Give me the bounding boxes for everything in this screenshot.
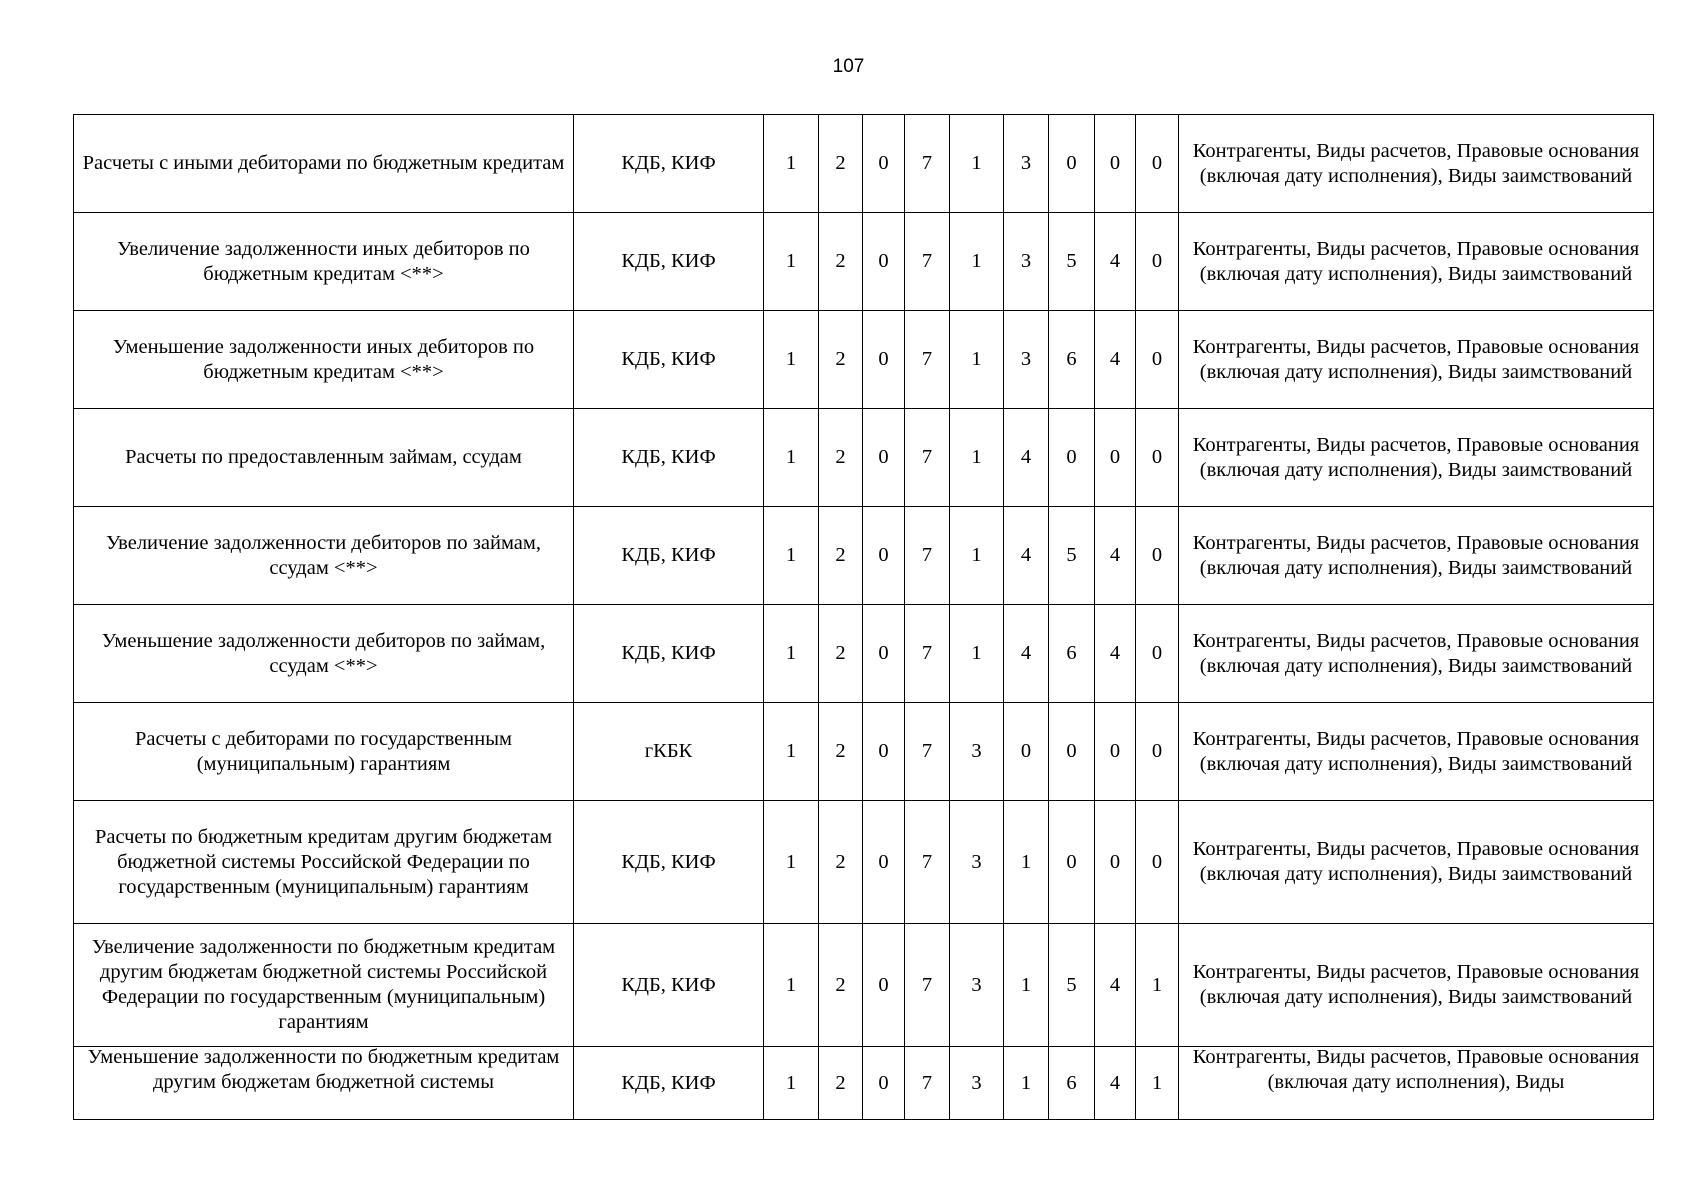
account-name-cell [74,1047,574,1120]
account-code-digit: 1 [1004,801,1049,924]
account-code-digit: 0 [863,311,905,409]
account-code-digit: 3 [950,924,1004,1047]
account-code-digit: 0 [863,703,905,801]
codes-cell: КДБ, КИФ [574,801,764,924]
account-code-digit: 1 [1136,924,1179,1047]
account-code-digit: 0 [1136,311,1179,409]
codes-cell: КДБ, КИФ [574,115,764,213]
account-code-digit: 5 [1049,507,1095,605]
analytics-cell [1179,1047,1654,1120]
account-code-digit: 4 [1095,213,1136,311]
account-name-cell: Расчеты с дебиторами по государственным (муниципальным) гарантиям [74,703,574,801]
table-row [74,801,1654,924]
account-code-digit: 0 [863,924,905,1047]
analytics-cell: Контрагенты, Виды расчетов, Правовые основания (включая дату исполнения), Виды заимствований [1179,924,1654,1047]
account-name-cell: Увеличение задолженности дебиторов по займам, ссудам <**> [74,507,574,605]
codes-cell: КДБ, КИФ [574,605,764,703]
account-name-text: Уменьшение задолженности по бюджетным кредитам другим бюджетам бюджетной системы [87,1046,560,1093]
codes-cell: КДБ, КИФ [574,507,764,605]
account-code-digit: 0 [1136,801,1179,924]
account-code-digit: 7 [905,213,950,311]
account-code-digit: 2 [819,115,863,213]
account-code-digit: 1 [1004,1047,1049,1120]
account-code-digit: 0 [1049,409,1095,507]
analytics-cell: Контрагенты, Виды расчетов, Правовые основания (включая дату исполнения), Виды заимствований [1179,605,1654,703]
account-code-digit: 7 [905,507,950,605]
account-code-digit: 0 [863,1047,905,1120]
account-code-digit: 1 [764,507,819,605]
account-code-digit: 1 [950,507,1004,605]
account-code-digit: 6 [1049,1047,1095,1120]
account-code-digit: 7 [905,703,950,801]
account-code-digit: 7 [905,115,950,213]
codes-cell: КДБ, КИФ [574,311,764,409]
page-number: 107 [832,56,865,77]
account-code-digit: 1 [950,115,1004,213]
codes-cell: КДБ, КИФ [574,213,764,311]
account-name-cell: Расчеты по бюджетным кредитам другим бюджетам бюджетной системы Российской Федерации по государственным (муниципальным) гарантиям [74,801,574,924]
table-row [74,115,1654,213]
codes-cell: КДБ, КИФ [574,924,764,1047]
account-code-digit: 1 [1136,1047,1179,1120]
analytics-text: Контрагенты, Виды расчетов, Правовые основания (включая дату исполнения), Виды [1192,1046,1640,1093]
account-code-digit: 7 [905,924,950,1047]
table-row [74,311,1654,409]
account-code-digit: 4 [1095,311,1136,409]
account-code-digit: 0 [1136,409,1179,507]
analytics-cell: Контрагенты, Виды расчетов, Правовые основания (включая дату исполнения), Виды заимствований [1179,801,1654,924]
account-code-digit: 0 [1136,507,1179,605]
account-code-digit: 0 [1049,703,1095,801]
account-code-digit: 7 [905,1047,950,1120]
table-row [74,1047,1654,1120]
account-code-digit: 1 [764,801,819,924]
account-code-digit: 1 [950,311,1004,409]
account-name-cell: Уменьшение задолженности иных дебиторов по бюджетным кредитам <**> [74,311,574,409]
account-code-digit: 1 [950,605,1004,703]
analytics-cell: Контрагенты, Виды расчетов, Правовые основания (включая дату исполнения), Виды заимствований [1179,507,1654,605]
account-code-digit: 6 [1049,605,1095,703]
account-code-digit: 0 [1136,605,1179,703]
account-code-digit: 3 [1004,115,1049,213]
account-code-digit: 4 [1095,924,1136,1047]
analytics-cell: Контрагенты, Виды расчетов, Правовые основания (включая дату исполнения), Виды заимствований [1179,703,1654,801]
account-code-digit: 1 [764,213,819,311]
account-code-digit: 2 [819,801,863,924]
table-row [74,213,1654,311]
account-code-digit: 1 [764,924,819,1047]
account-code-digit: 0 [1136,703,1179,801]
account-code-digit: 4 [1095,605,1136,703]
account-code-digit: 0 [1136,213,1179,311]
table-row [74,409,1654,507]
account-code-digit: 4 [1095,1047,1136,1120]
account-code-digit: 5 [1049,924,1095,1047]
account-code-digit: 5 [1049,213,1095,311]
account-code-digit: 3 [950,1047,1004,1120]
account-code-digit: 1 [764,703,819,801]
account-code-digit: 2 [819,605,863,703]
account-code-digit: 2 [819,409,863,507]
account-code-digit: 4 [1004,507,1049,605]
account-code-digit: 7 [905,409,950,507]
account-code-digit: 0 [863,213,905,311]
table-row [74,507,1654,605]
account-code-digit: 0 [863,409,905,507]
account-name-cell: Увеличение задолженности по бюджетным кредитам другим бюджетам бюджетной системы Российской Федерации по государственным (муниципальным) гарантиям [74,924,574,1047]
table-body [74,115,1654,1120]
account-code-digit: 7 [905,311,950,409]
account-code-digit: 2 [819,213,863,311]
account-code-digit: 0 [863,507,905,605]
account-code-digit: 3 [950,801,1004,924]
account-code-digit: 0 [1095,115,1136,213]
account-code-digit: 3 [950,703,1004,801]
account-code-digit: 0 [1049,115,1095,213]
account-code-digit: 2 [819,924,863,1047]
account-code-digit: 1 [950,409,1004,507]
account-code-digit: 4 [1004,409,1049,507]
table-row [74,924,1654,1047]
account-code-digit: 0 [1136,115,1179,213]
codes-cell: гКБК [574,703,764,801]
codes-cell: КДБ, КИФ [574,1047,764,1120]
account-code-digit: 0 [863,115,905,213]
account-code-digit: 0 [1095,801,1136,924]
account-code-digit: 2 [819,311,863,409]
account-code-digit: 1 [764,115,819,213]
account-code-digit: 1 [950,213,1004,311]
account-name-cell: Расчеты по предоставленным займам, ссудам [74,409,574,507]
table-row [74,605,1654,703]
analytics-cell: Контрагенты, Виды расчетов, Правовые основания (включая дату исполнения), Виды заимствований [1179,213,1654,311]
account-code-digit: 0 [863,801,905,924]
account-code-digit: 1 [764,311,819,409]
analytics-cell: Контрагенты, Виды расчетов, Правовые основания (включая дату исполнения), Виды заимствований [1179,115,1654,213]
account-code-digit: 3 [1004,213,1049,311]
analytics-cell: Контрагенты, Виды расчетов, Правовые основания (включая дату исполнения), Виды заимствований [1179,409,1654,507]
account-name-cell: Расчеты с иными дебиторами по бюджетным кредитам [74,115,574,213]
accounts-table [73,114,1654,1120]
account-code-digit: 1 [1004,924,1049,1047]
account-code-digit: 7 [905,801,950,924]
account-code-digit: 2 [819,703,863,801]
account-code-digit: 0 [1004,703,1049,801]
account-code-digit: 0 [1049,801,1095,924]
account-code-digit: 3 [1004,311,1049,409]
account-code-digit: 2 [819,507,863,605]
account-code-digit: 6 [1049,311,1095,409]
table-row [74,703,1654,801]
analytics-cell: Контрагенты, Виды расчетов, Правовые основания (включая дату исполнения), Виды заимствований [1179,311,1654,409]
account-code-digit: 1 [764,409,819,507]
account-code-digit: 4 [1004,605,1049,703]
account-code-digit: 4 [1095,507,1136,605]
account-code-digit: 1 [764,605,819,703]
codes-cell: КДБ, КИФ [574,409,764,507]
account-code-digit: 0 [1095,409,1136,507]
account-code-digit: 0 [1095,703,1136,801]
account-name-cell: Уменьшение задолженности дебиторов по займам, ссудам <**> [74,605,574,703]
account-name-cell: Увеличение задолженности иных дебиторов по бюджетным кредитам <**> [74,213,574,311]
account-code-digit: 2 [819,1047,863,1120]
account-code-digit: 7 [905,605,950,703]
account-code-digit: 0 [863,605,905,703]
account-code-digit: 1 [764,1047,819,1120]
